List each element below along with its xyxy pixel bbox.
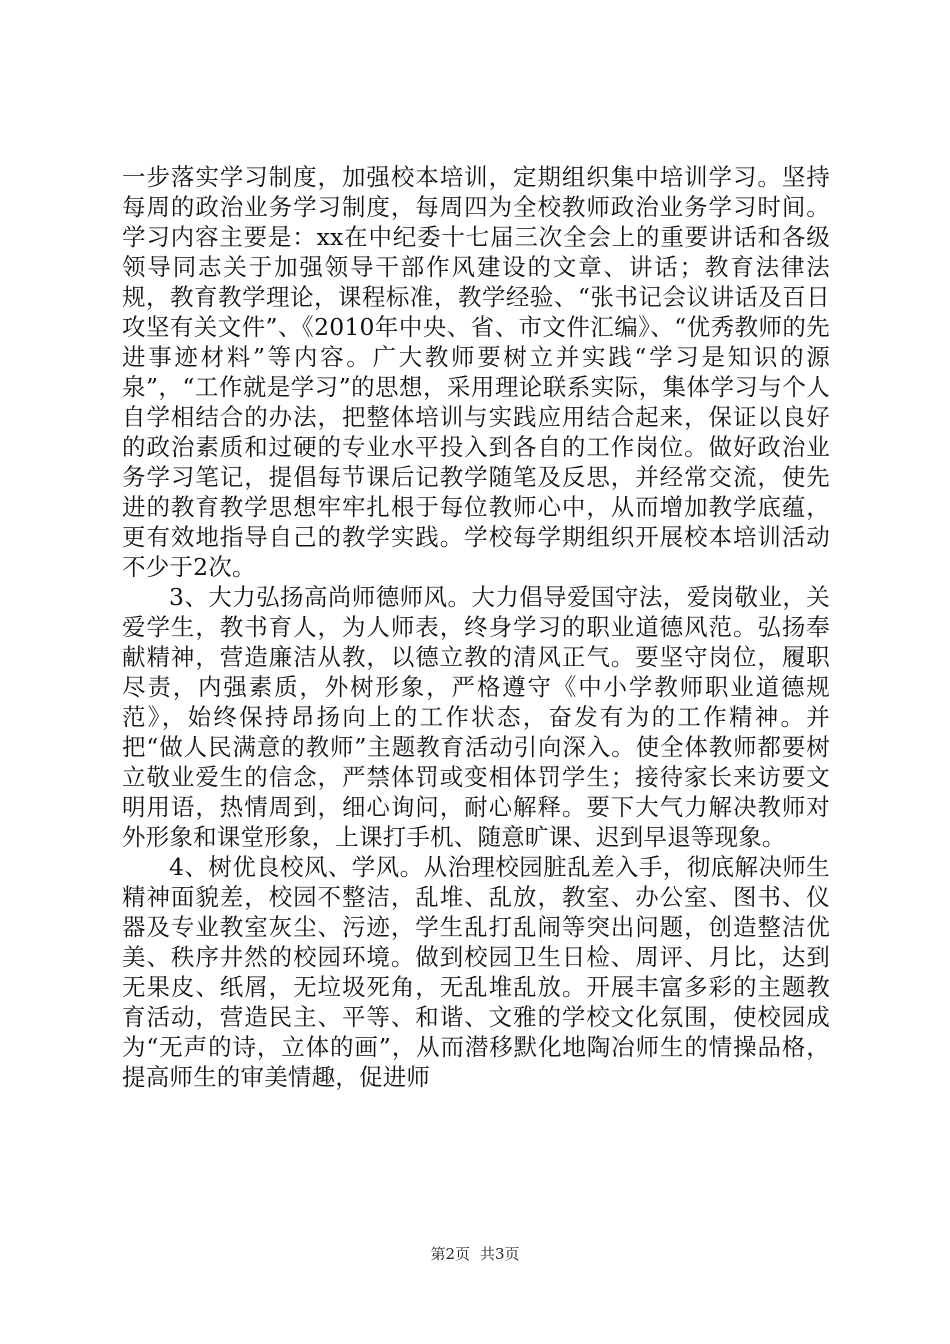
page-number: 第2页	[430, 1245, 470, 1263]
paragraph-teacher-ethics: 3、大力弘扬高尚师德师风。大力倡导爱国守法，爱岗敬业，关爱学生，教书育人，为人师表，终身学习的职业道德风范。弘扬奉献精神，营造廉洁从教，以德立教的清风正气。要坚守岗位，履职尽责，内强素质，外树形象，严格遵守《中小学教师职业道德规范》，始终保持昂扬向上的工作状态，奋发有为的工作精神。并把“做人民满意的教师”主题教育活动引向深入。使全体教师都要树立敬业爱生的信念，严禁体罚或变相体罚学生；接待家长来访要文明用语，热情周到，细心询问，耐心解释。要下大气力解决教师对外形象和课堂形象，上课打手机、随意旷课、迟到早退等现象。	[122, 583, 830, 851]
page-total: 共3页	[480, 1245, 520, 1263]
paragraph-study-system: 一步落实学习制度，加强校本培训，定期组织集中培训学习。坚持每周的政治业务学习制度，每周四为全校教师政治业务学习时间。学习内容主要是：xx在中纪委十七届三次全会上的重要讲话和各级领导同志关于加强领导干部作风建设的文章、讲话；教育法律法规，教育教学理论，课程标准，教学经验、“张书记会议讲话及百日攻坚有关文件”、《2010年中央、省、市文件汇编》、“优秀教师的先进事迹材料”等内容。广大教师要树立并实践“学习是知识的源泉”，“工作就是学习”的思想，采用理论联系实际，集体学习与个人自学相结合的办法，把整体培训与实践应用结合起来，保证以良好的政治素质和过硬的专业水平投入到各自的工作岗位。做好政治业务学习笔记，提倡每节课后记教学随笔及反思，并经常交流，使先进的教育教学思想牢牢扎根于每位教师心中，从而增加教学底蕴，更有效地指导自己的教学实践。学校每学期组织开展校本培训活动不少于2次。	[122, 163, 830, 581]
page-footer	[0, 1244, 950, 1264]
document-body	[122, 162, 830, 1092]
paragraph-school-style: 4、树优良校风、学风。从治理校园脏乱差入手，彻底解决师生精神面貌差，校园不整洁，乱堆、乱放，教室、办公室、图书、仪器及专业教室灰尘、污迹，学生乱打乱闹等突出问题，创造整洁优美、秩序井然的校园环境。做到校园卫生日检、周评、月比，达到无果皮、纸屑，无垃圾死角，无乱堆乱放。开展丰富多彩的主题教育活动，营造民主、平等、和谐、文雅的学校文化氛围，使校园成为“无声的诗，立体的画”，从而潜移默化地陶冶师生的情操品格，提高师生的审美情趣，促进师	[122, 853, 830, 1091]
